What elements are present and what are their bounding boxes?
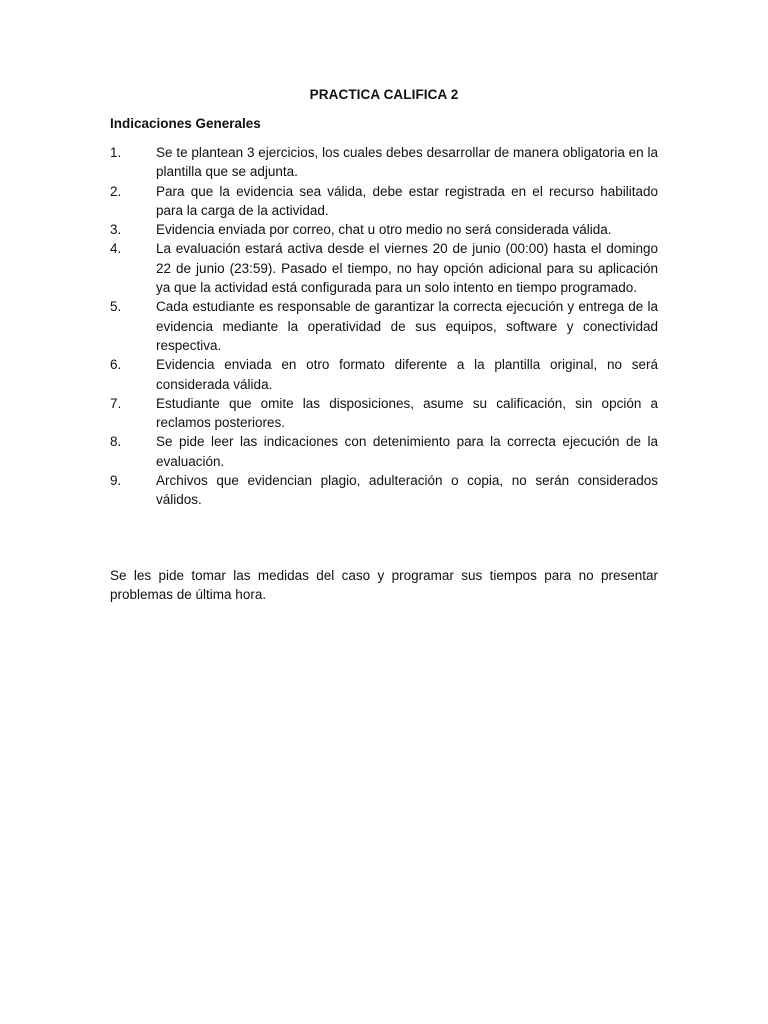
closing-note: Se les pide tomar las medidas del caso y programar sus tiempos para no presentar problemas de última hora. — [110, 568, 658, 603]
list-item-number: 3. — [110, 222, 122, 238]
list-item-number: 8. — [110, 434, 122, 450]
list-item-number: 9. — [110, 473, 122, 489]
list-item-number: 5. — [110, 299, 122, 315]
list-item — [110, 355, 658, 394]
list-item-text: Archivos que evidencian plagio, adulteración o copia, no serán considerados válidos. — [156, 473, 658, 508]
list-item — [110, 471, 658, 510]
list-item-number: 6. — [110, 357, 122, 373]
list-item-text: La evaluación estará activa desde el viernes 20 de junio (00:00) hasta el domingo 22 de junio (23:59). Pasado el tiempo, no hay opción adicional para su aplicación ya que la actividad está configurada para un solo intento en tiempo programado. — [156, 241, 658, 296]
list-item — [110, 143, 658, 182]
section-heading: Indicaciones Generales — [110, 116, 261, 131]
list-item-text: Cada estudiante es responsable de garantizar la correcta ejecución y entrega de la evidencia mediante la operatividad de sus equipos, software y conectividad respectiva. — [156, 299, 658, 353]
list-item-number: 4. — [110, 241, 122, 257]
list-item — [110, 220, 658, 239]
list-item — [110, 394, 658, 433]
list-item-number: 2. — [110, 183, 122, 199]
list-item-text: Estudiante que omite las disposiciones, asume su calificación, sin opción a reclamos posteriores. — [156, 395, 658, 431]
list-item-number: 7. — [110, 395, 122, 411]
instructions-list — [110, 143, 658, 510]
list-item — [110, 239, 658, 297]
list-item — [110, 182, 658, 221]
list-item-text: Para que la evidencia sea válida, debe estar registrada en el recurso habilitado para la carga de la actividad. — [156, 183, 658, 218]
list-item-text: Se te plantean 3 ejercicios, los cuales debes desarrollar de manera obligatoria en la plantilla que se adjunta. — [156, 145, 658, 180]
list-item-text: Se pide leer las indicaciones con detenimiento para la correcta ejecución de la evaluación. — [156, 434, 658, 469]
list-item-number: 1. — [110, 145, 122, 160]
document-title: PRACTICA CALIFICA 2 — [309, 87, 459, 102]
list-item — [110, 432, 658, 471]
list-item-text: Evidencia enviada por correo, chat u otro medio no será considerada válida. — [156, 222, 612, 238]
list-item — [110, 297, 658, 355]
list-item-text: Evidencia enviada en otro formato diferente a la plantilla original, no será considerada válida. — [156, 357, 658, 392]
